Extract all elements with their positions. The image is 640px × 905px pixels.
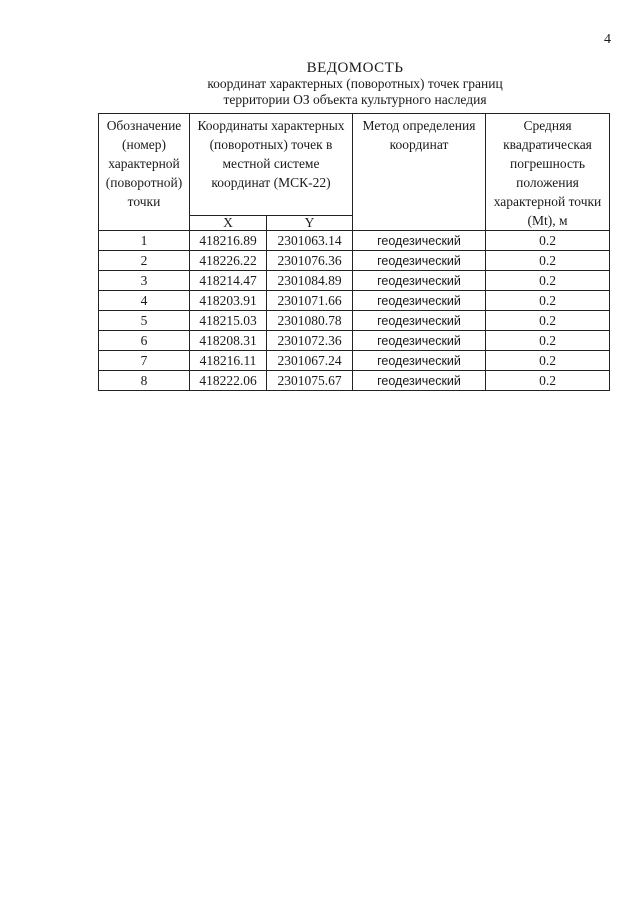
point-number-cell: 4 bbox=[99, 291, 190, 311]
method-cell: геодезический bbox=[353, 331, 486, 351]
x-coordinate-cell: 418215.03 bbox=[190, 311, 267, 331]
method-cell: геодезический bbox=[353, 231, 486, 251]
error-cell: 0.2 bbox=[486, 251, 610, 271]
point-number-cell: 1 bbox=[99, 231, 190, 251]
error-cell: 0.2 bbox=[486, 331, 610, 351]
error-cell: 0.2 bbox=[486, 311, 610, 331]
method-cell: геодезический bbox=[353, 271, 486, 291]
title-line-2: координат характерных (поворотных) точек границ bbox=[207, 76, 503, 91]
y-coordinate-cell: 2301084.89 bbox=[267, 271, 353, 291]
error-cell: 0.2 bbox=[486, 231, 610, 251]
x-coordinate-cell: 418216.89 bbox=[190, 231, 267, 251]
method-cell: геодезический bbox=[353, 291, 486, 311]
x-coordinate-cell: 418214.47 bbox=[190, 271, 267, 291]
header-x: X bbox=[190, 216, 267, 231]
y-coordinate-cell: 2301063.14 bbox=[267, 231, 353, 251]
header-designation: Обозначение (номер) характерной (поворотной) точки bbox=[99, 114, 190, 231]
header-error: Средняя квадратическая погрешность положения характерной точки (Mt), м bbox=[486, 114, 610, 231]
x-coordinate-cell: 418208.31 bbox=[190, 331, 267, 351]
error-cell: 0.2 bbox=[486, 291, 610, 311]
table-row bbox=[99, 371, 610, 391]
method-cell: геодезический bbox=[353, 371, 486, 391]
table-row bbox=[99, 231, 610, 251]
y-coordinate-cell: 2301067.24 bbox=[267, 351, 353, 371]
header-y: Y bbox=[267, 216, 353, 231]
y-coordinate-cell: 2301080.78 bbox=[267, 311, 353, 331]
point-number-cell: 7 bbox=[99, 351, 190, 371]
y-coordinate-cell: 2301072.36 bbox=[267, 331, 353, 351]
header-method: Метод определения координат bbox=[353, 114, 486, 231]
page-number: 4 bbox=[604, 32, 611, 47]
table-row bbox=[99, 351, 610, 371]
error-cell: 0.2 bbox=[486, 371, 610, 391]
method-cell: геодезический bbox=[353, 351, 486, 371]
x-coordinate-cell: 418216.11 bbox=[190, 351, 267, 371]
table-row bbox=[99, 251, 610, 271]
coordinates-table bbox=[98, 113, 610, 391]
x-coordinate-cell: 418222.06 bbox=[190, 371, 267, 391]
title-line-3: территории ОЗ объекта культурного наследия bbox=[223, 92, 487, 107]
method-cell: геодезический bbox=[353, 311, 486, 331]
y-coordinate-cell: 2301071.66 bbox=[267, 291, 353, 311]
table-header-row bbox=[99, 114, 610, 216]
error-cell: 0.2 bbox=[486, 271, 610, 291]
y-coordinate-cell: 2301075.67 bbox=[267, 371, 353, 391]
x-coordinate-cell: 418226.22 bbox=[190, 251, 267, 271]
table-body bbox=[99, 231, 610, 391]
x-coordinate-cell: 418203.91 bbox=[190, 291, 267, 311]
point-number-cell: 3 bbox=[99, 271, 190, 291]
title-line-1: ВЕДОМОСТЬ bbox=[306, 60, 404, 76]
document-title bbox=[160, 60, 550, 108]
error-cell: 0.2 bbox=[486, 351, 610, 371]
header-coordinates: Координаты характерных (поворотных) точек в местной системе координат (МСК-22) bbox=[190, 114, 353, 216]
method-cell: геодезический bbox=[353, 251, 486, 271]
table-row bbox=[99, 331, 610, 351]
y-coordinate-cell: 2301076.36 bbox=[267, 251, 353, 271]
point-number-cell: 8 bbox=[99, 371, 190, 391]
table-row bbox=[99, 311, 610, 331]
table-row bbox=[99, 291, 610, 311]
table-row bbox=[99, 271, 610, 291]
point-number-cell: 2 bbox=[99, 251, 190, 271]
point-number-cell: 5 bbox=[99, 311, 190, 331]
point-number-cell: 6 bbox=[99, 331, 190, 351]
